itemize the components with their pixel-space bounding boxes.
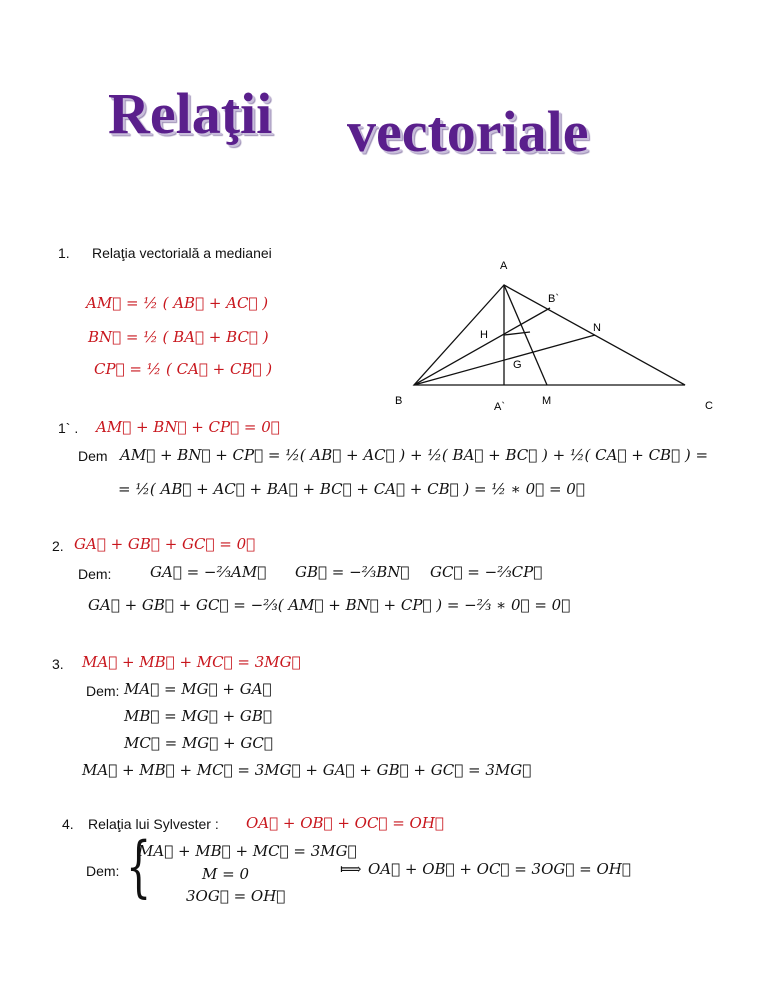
median-eq-cp: CP⃗ = ½ ( CA⃗ + CB⃗ ) [94, 360, 273, 378]
section2-dem-label: Dem: [78, 566, 112, 582]
section4-dem-label: Dem: [86, 863, 120, 879]
section3-dem-line2: MB⃗ = MG⃗ + GB⃗ [124, 707, 272, 725]
label-a-prime: A` [494, 401, 505, 413]
section3-dem-line4: MA⃗ + MB⃗ + MC⃗ = 3MG⃗ + GA⃗ + GB⃗ + GC⃗ = 3MG⃗ [82, 761, 532, 779]
label-h: H [480, 329, 488, 341]
title-word-relatii: Relaţii [108, 81, 273, 146]
section3-dem-label: Dem: [86, 683, 120, 699]
section3-dem-line3: MC⃗ = MG⃗ + GC⃗ [124, 734, 273, 752]
section1b-statement: AM⃗ + BN⃗ + CP⃗ = 0⃗ [96, 418, 280, 436]
label-b-prime: B` [548, 293, 559, 305]
section2-dem-gc: GC⃗ = −⅔CP⃗ [430, 563, 543, 581]
section3-statement: MA⃗ + MB⃗ + MC⃗ = 3MG⃗ [82, 653, 301, 671]
section4-number: 4. [62, 816, 74, 832]
label-c: C [705, 400, 713, 412]
label-g: G [513, 359, 522, 371]
section4-sys-line3: 3OG⃗ = OH⃗ [186, 887, 286, 905]
section1b-number: 1` . [58, 420, 79, 436]
section4-sys-line1: MA⃗ + MB⃗ + MC⃗ = 3MG⃗ [138, 842, 357, 860]
label-a: A [500, 260, 508, 272]
section1b-dem-label: Dem [78, 448, 108, 464]
section3-dem-line1: MA⃗ = MG⃗ + GA⃗ [124, 680, 272, 698]
title-word-vectoriale: vectoriale [347, 99, 589, 164]
section4-sys-line2: M = 0 [202, 865, 250, 883]
section1-heading: Relaţia vectorială a medianei [92, 245, 272, 261]
section4-heading: Relaţia lui Sylvester : [88, 816, 219, 832]
section2-dem-gb: GB⃗ = −⅔BN⃗ [295, 563, 410, 581]
median-eq-am: AM⃗ = ½ ( AB⃗ + AC⃗ ) [86, 294, 269, 312]
section1b-dem-line2: = ½( AB⃗ + AC⃗ + BA⃗ + BC⃗ + CA⃗ + CB⃗ ) = ½ ∗ 0⃗ = 0⃗ [118, 480, 585, 498]
label-m: M [542, 395, 552, 407]
section4-statement: OA⃗ + OB⃗ + OC⃗ = OH⃗ [246, 814, 444, 832]
section2-number: 2. [52, 538, 64, 554]
label-b: B [395, 395, 403, 407]
median-am [504, 285, 547, 385]
altitude-bb [414, 308, 550, 385]
section2-dem-line2: GA⃗ + GB⃗ + GC⃗ = −⅔( AM⃗ + BN⃗ + CP⃗ ) = −⅔ ∗ 0⃗ = 0⃗ [88, 596, 571, 614]
section1b-dem-line1: AM⃗ + BN⃗ + CP⃗ = ½( AB⃗ + AC⃗ ) + ½( BA⃗ + BC⃗ ) + ½( CA⃗ + CB⃗ ) = [120, 446, 709, 464]
section2-statement: GA⃗ + GB⃗ + GC⃗ = 0⃗ [74, 535, 256, 553]
section4-result: OA⃗ + OB⃗ + OC⃗ = 3OG⃗ = OH⃗ [368, 860, 631, 878]
system-brace: { [126, 828, 152, 905]
section3-number: 3. [52, 656, 64, 672]
implies-arrow: ⟾ [340, 860, 362, 878]
label-n: N [593, 322, 601, 334]
section2-dem-ga: GA⃗ = −⅔AM⃗ [150, 563, 267, 581]
triangle-figure [390, 252, 720, 422]
section1-number: 1. [58, 245, 70, 261]
median-eq-bn: BN⃗ = ½ ( BA⃗ + BC⃗ ) [88, 328, 269, 346]
